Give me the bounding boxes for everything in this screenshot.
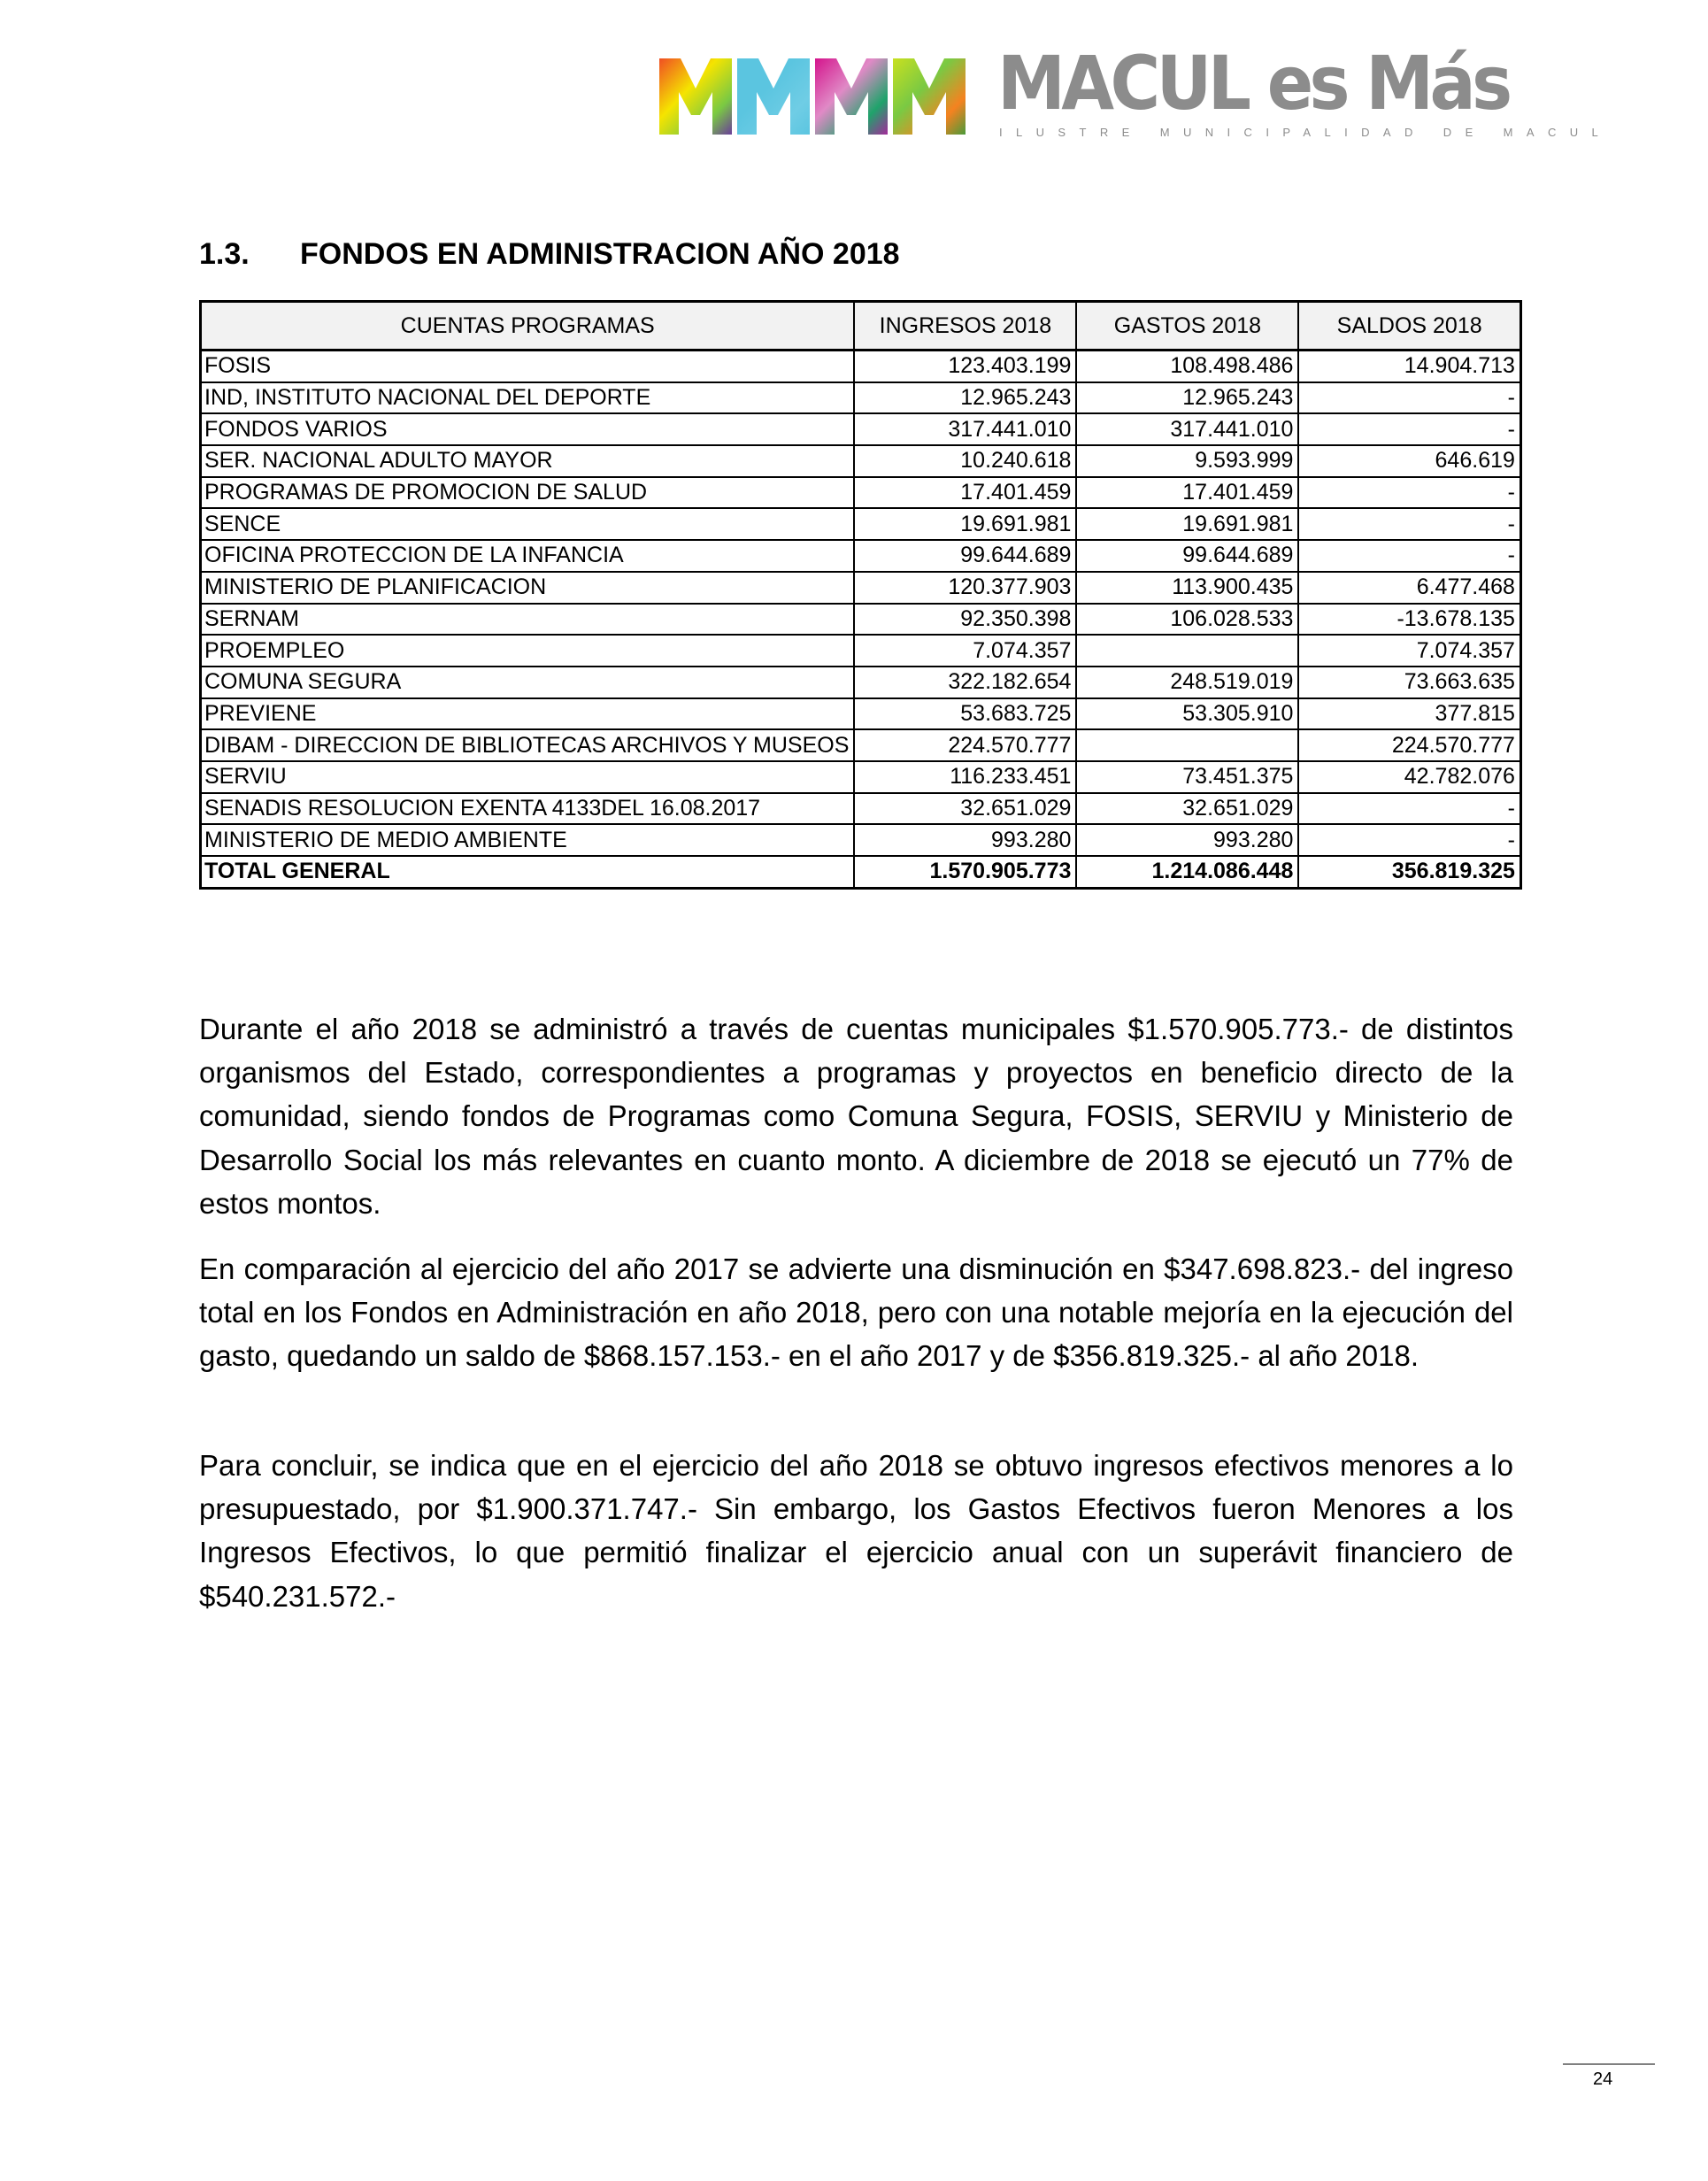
cell-gastos: 99.644.689 xyxy=(1076,540,1298,572)
cell-ingresos: 322.182.654 xyxy=(854,667,1076,698)
funds-table xyxy=(199,300,1522,890)
cell-saldos: - xyxy=(1298,508,1520,540)
section-number: 1.3. xyxy=(199,237,250,271)
cell-gastos: 17.401.459 xyxy=(1076,477,1298,509)
logo-m-letter-icon xyxy=(893,58,966,135)
cell-gastos: 9.593.999 xyxy=(1076,445,1298,477)
cell-program-name: SER. NACIONAL ADULTO MAYOR xyxy=(201,445,855,477)
cell-saldos: 73.663.635 xyxy=(1298,667,1520,698)
table-row xyxy=(201,413,1521,445)
section-heading xyxy=(199,237,900,271)
logo-brand-text: MACUL es Más xyxy=(997,40,1509,127)
logo-mmmm-mark xyxy=(659,58,966,135)
cell-ingresos: 993.280 xyxy=(854,824,1076,856)
cell-gastos: 1.214.086.448 xyxy=(1076,856,1298,888)
cell-saldos: 7.074.357 xyxy=(1298,635,1520,667)
logo-m-letter-icon xyxy=(737,58,810,135)
cell-program-name: DIBAM - DIRECCION DE BIBLIOTECAS ARCHIVOS Y MUSEOS xyxy=(201,729,855,761)
section-title: FONDOS EN ADMINISTRACION AÑO 2018 xyxy=(300,237,900,271)
cell-saldos: -13.678.135 xyxy=(1298,604,1520,636)
table-row xyxy=(201,698,1521,730)
cell-gastos: 113.900.435 xyxy=(1076,572,1298,604)
paragraph-summary: Durante el año 2018 se administró a través de cuentas municipales $1.570.905.773.- de distintos organismos del Estado, correspondientes a programas y proyectos en beneficio directo de la comunidad, siendo fondos de Programas como Comuna Segura, FOSIS, SERVIU y Ministerio de Desarrollo Social los más relevantes en cuanto monto. A diciembre de 2018 se ejecutó un 77% de estos montos. xyxy=(199,1013,1513,1220)
cell-ingresos: 53.683.725 xyxy=(854,698,1076,730)
cell-program-name: IND, INSTITUTO NACIONAL DEL DEPORTE xyxy=(201,382,855,414)
cell-gastos xyxy=(1076,729,1298,761)
cell-ingresos: 123.403.199 xyxy=(854,351,1076,382)
table-row xyxy=(201,761,1521,793)
cell-ingresos: 224.570.777 xyxy=(854,729,1076,761)
cell-saldos: 14.904.713 xyxy=(1298,351,1520,382)
cell-saldos: 6.477.468 xyxy=(1298,572,1520,604)
cell-gastos: 108.498.486 xyxy=(1076,351,1298,382)
table-row xyxy=(201,477,1521,509)
column-header-ingresos: INGRESOS 2018 xyxy=(854,302,1076,351)
cell-program-name: TOTAL GENERAL xyxy=(201,856,855,888)
table-row xyxy=(201,508,1521,540)
logo-m-letter-icon xyxy=(815,58,888,135)
cell-program-name: MINISTERIO DE PLANIFICACION xyxy=(201,572,855,604)
cell-program-name: PROEMPLEO xyxy=(201,635,855,667)
cell-gastos: 106.028.533 xyxy=(1076,604,1298,636)
cell-ingresos: 17.401.459 xyxy=(854,477,1076,509)
cell-program-name: SENADIS RESOLUCION EXENTA 4133DEL 16.08.2017 xyxy=(201,793,855,825)
table-row xyxy=(201,729,1521,761)
cell-ingresos: 19.691.981 xyxy=(854,508,1076,540)
cell-program-name: SERVIU xyxy=(201,761,855,793)
cell-program-name: FOSIS xyxy=(201,351,855,382)
logo-subtitle: ILUSTRE MUNICIPALIDAD DE MACUL xyxy=(999,126,1612,139)
cell-ingresos: 116.233.451 xyxy=(854,761,1076,793)
table-row xyxy=(201,445,1521,477)
column-header-cuentas: CUENTAS PROGRAMAS xyxy=(201,302,855,351)
cell-gastos xyxy=(1076,635,1298,667)
cell-ingresos: 1.570.905.773 xyxy=(854,856,1076,888)
cell-saldos: - xyxy=(1298,824,1520,856)
cell-gastos: 248.519.019 xyxy=(1076,667,1298,698)
cell-program-name: SENCE xyxy=(201,508,855,540)
table-row xyxy=(201,635,1521,667)
cell-saldos: - xyxy=(1298,477,1520,509)
cell-gastos: 19.691.981 xyxy=(1076,508,1298,540)
page-number: 24 xyxy=(1593,2069,1613,2089)
cell-ingresos: 10.240.618 xyxy=(854,445,1076,477)
cell-saldos: 356.819.325 xyxy=(1298,856,1520,888)
cell-saldos: 377.815 xyxy=(1298,698,1520,730)
table-row xyxy=(201,824,1521,856)
table-row xyxy=(201,540,1521,572)
cell-saldos: 224.570.777 xyxy=(1298,729,1520,761)
cell-saldos: - xyxy=(1298,793,1520,825)
cell-gastos: 12.965.243 xyxy=(1076,382,1298,414)
cell-saldos: - xyxy=(1298,540,1520,572)
logo-m-letter-icon xyxy=(659,58,732,135)
cell-ingresos: 120.377.903 xyxy=(854,572,1076,604)
cell-ingresos: 99.644.689 xyxy=(854,540,1076,572)
table-row xyxy=(201,572,1521,604)
cell-ingresos: 317.441.010 xyxy=(854,413,1076,445)
table-row xyxy=(201,382,1521,414)
table-body xyxy=(201,351,1521,889)
column-header-saldos: SALDOS 2018 xyxy=(1298,302,1520,351)
paragraph-comparison: En comparación al ejercicio del año 2017 se advierte una disminución en $347.698.823.- del ingreso total en los Fondos en Administración en año 2018, pero con una notable mejoría en la ejecución del gasto, quedando un saldo de $868.157.153.- en el año 2017 y de $356.819.325.- al año 2018. xyxy=(199,1252,1513,1373)
column-header-gastos: GASTOS 2018 xyxy=(1076,302,1298,351)
table-row xyxy=(201,351,1521,382)
table-row xyxy=(201,667,1521,698)
cell-ingresos: 92.350.398 xyxy=(854,604,1076,636)
cell-ingresos: 7.074.357 xyxy=(854,635,1076,667)
footer-divider xyxy=(1563,2063,1655,2065)
cell-ingresos: 12.965.243 xyxy=(854,382,1076,414)
cell-program-name: PREVIENE xyxy=(201,698,855,730)
cell-gastos: 73.451.375 xyxy=(1076,761,1298,793)
cell-program-name: OFICINA PROTECCION DE LA INFANCIA xyxy=(201,540,855,572)
table-row xyxy=(201,793,1521,825)
cell-ingresos: 32.651.029 xyxy=(854,793,1076,825)
table-total-row xyxy=(201,856,1521,888)
cell-gastos: 53.305.910 xyxy=(1076,698,1298,730)
paragraph-conclusion: Para concluir, se indica que en el ejercicio del año 2018 se obtuvo ingresos efectivos menores a lo presupuestado, por $1.900.371.747.- Sin embargo, los Gastos Efectivos fueron Menores a los Ingresos Efectivos, lo que permitió finalizar el ejercicio anual con un superávit financiero de $540.231.572.- xyxy=(199,1449,1513,1613)
cell-program-name: COMUNA SEGURA xyxy=(201,667,855,698)
municipality-logo xyxy=(659,40,1612,149)
cell-gastos: 993.280 xyxy=(1076,824,1298,856)
cell-program-name: PROGRAMAS DE PROMOCION DE SALUD xyxy=(201,477,855,509)
cell-program-name: FONDOS VARIOS xyxy=(201,413,855,445)
cell-program-name: SERNAM xyxy=(201,604,855,636)
cell-saldos: - xyxy=(1298,413,1520,445)
cell-program-name: MINISTERIO DE MEDIO AMBIENTE xyxy=(201,824,855,856)
cell-saldos: 646.619 xyxy=(1298,445,1520,477)
cell-gastos: 317.441.010 xyxy=(1076,413,1298,445)
cell-saldos: 42.782.076 xyxy=(1298,761,1520,793)
cell-saldos: - xyxy=(1298,382,1520,414)
table-row xyxy=(201,604,1521,636)
table-header-row xyxy=(201,302,1521,351)
cell-gastos: 32.651.029 xyxy=(1076,793,1298,825)
